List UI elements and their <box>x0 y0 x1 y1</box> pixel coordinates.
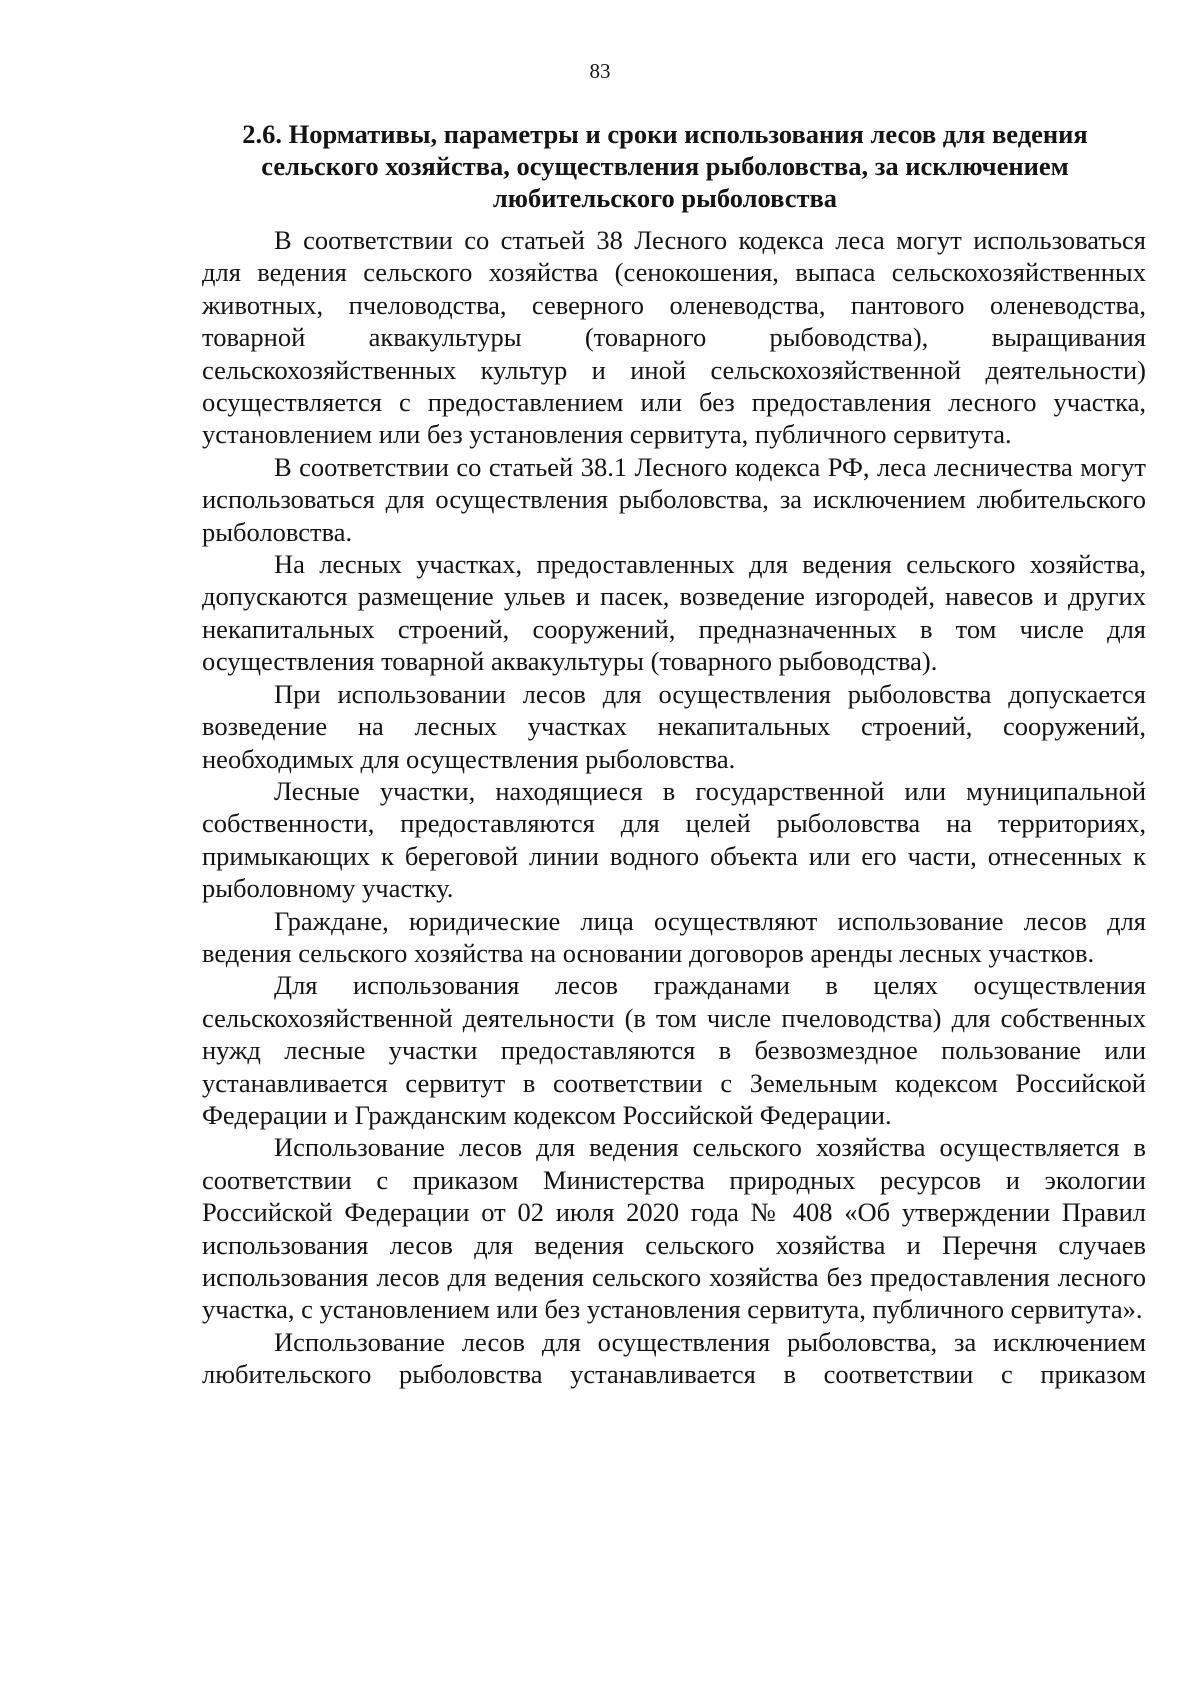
paragraph-9: Использование лесов для осуществления рыболовства, за исключением любительского рыболовства устанавливается в соответствии с приказом <box>202 1326 1146 1390</box>
page-number: 83 <box>589 59 611 83</box>
paragraph-6: Граждане, юридические лица осуществляют использование лесов для ведения сельского хозяйства на основании договоров аренды лесных участков. <box>202 905 1146 968</box>
document-body <box>202 224 1146 1391</box>
paragraph-1: В соответствии со статьей 38 Лесного кодекса леса могут использоваться для ведения сельского хозяйства (сенокошения, выпаса сельскохозяйственных животных, пчеловодства, северного оленеводства, пантового оленеводства, товарной аквакультуры (товарного рыбоводства), выращивания сельскохозяйственных культур и иной сельскохозяйственной деятельности) осуществляется с предоставлением или без предоставления лесного участка, установлением или без установления сервитута, публичного сервитута. <box>202 225 1146 450</box>
paragraph-4: При использовании лесов для осуществления рыболовства допускается возведение на лесных участках некапитальных строений, сооружений, необходимых для осуществления рыболовства. <box>202 678 1146 774</box>
paragraph-2: В соответствии со статьей 38.1 Лесного кодекса РФ, леса лесничества могут использоваться для осуществления рыболовства, за исключением любительского рыболовства. <box>202 451 1146 547</box>
section-heading: 2.6. Нормативы, параметры и сроки использования лесов для ведения сельского хозяйства, осуществления рыболовства, за исключением любительского рыболовства <box>242 119 1088 213</box>
paragraph-7: Для использования лесов гражданами в целях осуществления сельскохозяйственной деятельности (в том числе пчеловодства) для собственных нужд лесные участки предоставляются в безвозмездное пользование или устанавливается сервитут в соответствии с Земельным кодексом Российской Федерации и Гражданским кодексом Российской Федерации. <box>202 970 1146 1130</box>
paragraph-3: На лесных участках, предоставленных для ведения сельского хозяйства, допускаются размещение ульев и пасек, возведение изгородей, навесов и других некапитальных строений, сооружений, предназначенных в том числе для осуществления товарной аквакультуры (товарного рыбоводства). <box>202 549 1146 677</box>
paragraph-8: Использование лесов для ведения сельского хозяйства осуществляется в соответствии с приказом Министерства природных ресурсов и экологии Российской Федерации от 02 июля 2020 года № 408 «Об утверждении Правил использования лесов для ведения сельского хозяйства и Перечня случаев использования лесов для ведения сельского хозяйства без предоставления лесного участка, с установлением или без установления сервитута, публичного сервитута». <box>202 1132 1146 1325</box>
paragraph-5: Лесные участки, находящиеся в государственной или муниципальной собственности, предоставляются для целей рыболовства на территориях, примыкающих к береговой линии водного объекта или его части, отнесенных к рыболовному участку. <box>202 775 1146 904</box>
